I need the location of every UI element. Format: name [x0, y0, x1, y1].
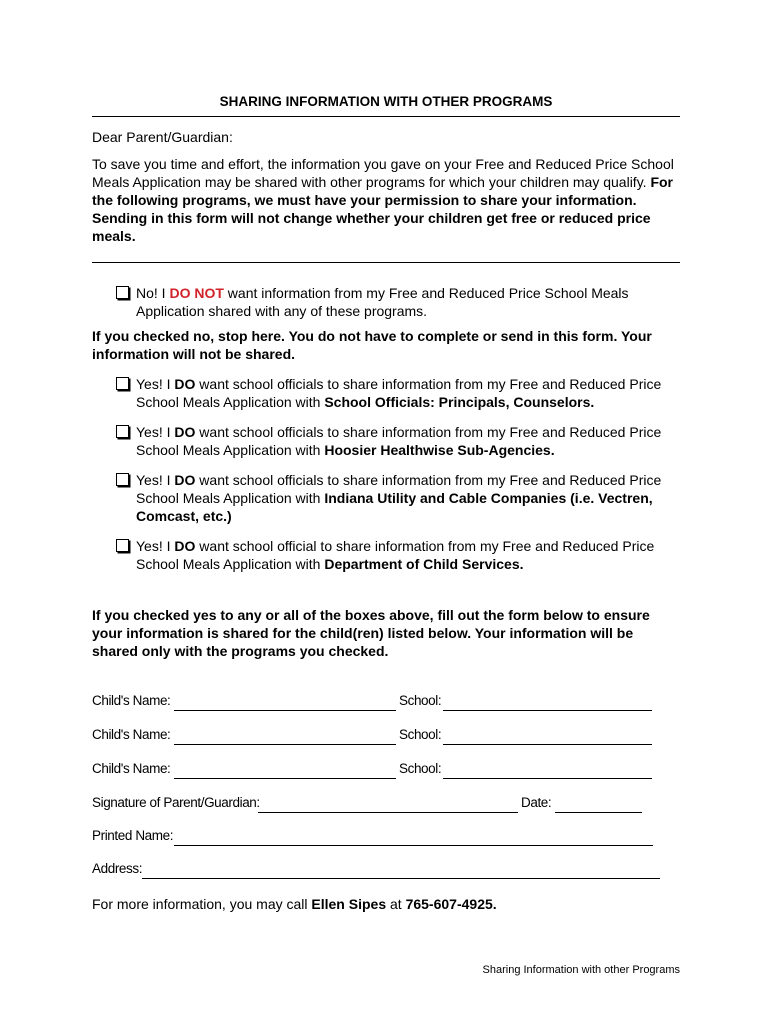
school-label-3: School: [399, 761, 442, 776]
option-yes-utility-cable[interactable]: Yes! I DO want school officials to share information from my Free and Reduced Price School Meals Application with Indiana Utility and Cable Companies (i.e. Vectren, Comcast, etc.) [116, 471, 676, 525]
option-no-continuation: Application shared with any of these programs. [136, 303, 428, 319]
title-divider [92, 116, 680, 117]
option-yes-school-officials[interactable]: Yes! I DO want school officials to share information from my Free and Reduced Price School Meals Application with School Officials: Principals, Counselors. [116, 375, 676, 411]
checkbox-yes-hoosier-healthwise[interactable] [116, 425, 129, 438]
printed-name-label: Printed Name: [92, 828, 174, 843]
school-label-1: School: [399, 693, 442, 708]
option-yes-child-services[interactable]: Yes! I DO want school official to share information from my Free and Reduced Price School Meals Application with Department of Child Services. [116, 537, 676, 573]
option-no[interactable] [116, 284, 676, 320]
checkbox-yes-child-services[interactable] [116, 539, 129, 552]
do-not-emphasis: DO NOT [169, 285, 224, 301]
no-instruction: If you checked no, stop here. You do not have to complete or send in this form. Your information will not be shared. [92, 328, 652, 362]
intro-divider [92, 262, 680, 263]
signature-label: Signature of Parent/Guardian: [92, 795, 260, 810]
signature-input[interactable] [258, 812, 518, 813]
school-input-3[interactable] [443, 778, 652, 779]
child-name-label-1: Child's Name: [92, 693, 171, 708]
page-footer: Sharing Information with other Programs [482, 964, 680, 976]
child-name-label-2: Child's Name: [92, 727, 171, 742]
date-input[interactable] [555, 812, 642, 813]
checkbox-no[interactable] [116, 286, 129, 299]
child-name-input-1[interactable] [174, 710, 396, 711]
salutation: Dear Parent/Guardian: [92, 129, 233, 145]
date-label: Date: [521, 795, 552, 810]
address-input[interactable] [142, 878, 660, 879]
page-title: SHARING INFORMATION WITH OTHER PROGRAMS [219, 94, 553, 109]
option-no-label: No! I DO NOT want information from my Free and Reduced Price School Meals [136, 285, 629, 301]
contact-name: Ellen Sipes [311, 896, 387, 912]
child-name-input-2[interactable] [174, 744, 396, 745]
school-input-2[interactable] [443, 744, 652, 745]
option-yes-hoosier-healthwise[interactable]: Yes! I DO want school officials to share information from my Free and Reduced Price School Meals Application with Hoosier Healthwise Sub-Agencies. [116, 423, 676, 459]
address-label: Address: [92, 861, 143, 876]
child-name-input-3[interactable] [174, 778, 396, 779]
yes-instruction: If you checked yes to any or all of the boxes above, fill out the form below to ensure your information is shared for the child(ren) listed below. Your information will be shared only with the programs you checked. [92, 607, 650, 659]
contact-phone: 765-607-4925. [405, 896, 497, 912]
school-input-1[interactable] [443, 710, 652, 711]
school-label-2: School: [399, 727, 442, 742]
intro-paragraph [92, 155, 682, 245]
printed-name-input[interactable] [174, 845, 653, 846]
checkbox-yes-school-officials[interactable] [116, 377, 129, 390]
contact-info: For more information, you may call Ellen Sipes at 765-607-4925. [92, 896, 497, 912]
checkbox-yes-utility-cable[interactable] [116, 473, 129, 486]
intro-text: To save you time and effort, the information you gave on your Free and Reduced Price School Meals Application may be shared with other programs for which your children may qualify. [92, 156, 674, 190]
intro-bold-text: For the following programs, we must have your permission to share your information. Sending in this form will not change whether your children get free or reduced price meals. [92, 174, 674, 244]
child-name-label-3: Child's Name: [92, 761, 171, 776]
